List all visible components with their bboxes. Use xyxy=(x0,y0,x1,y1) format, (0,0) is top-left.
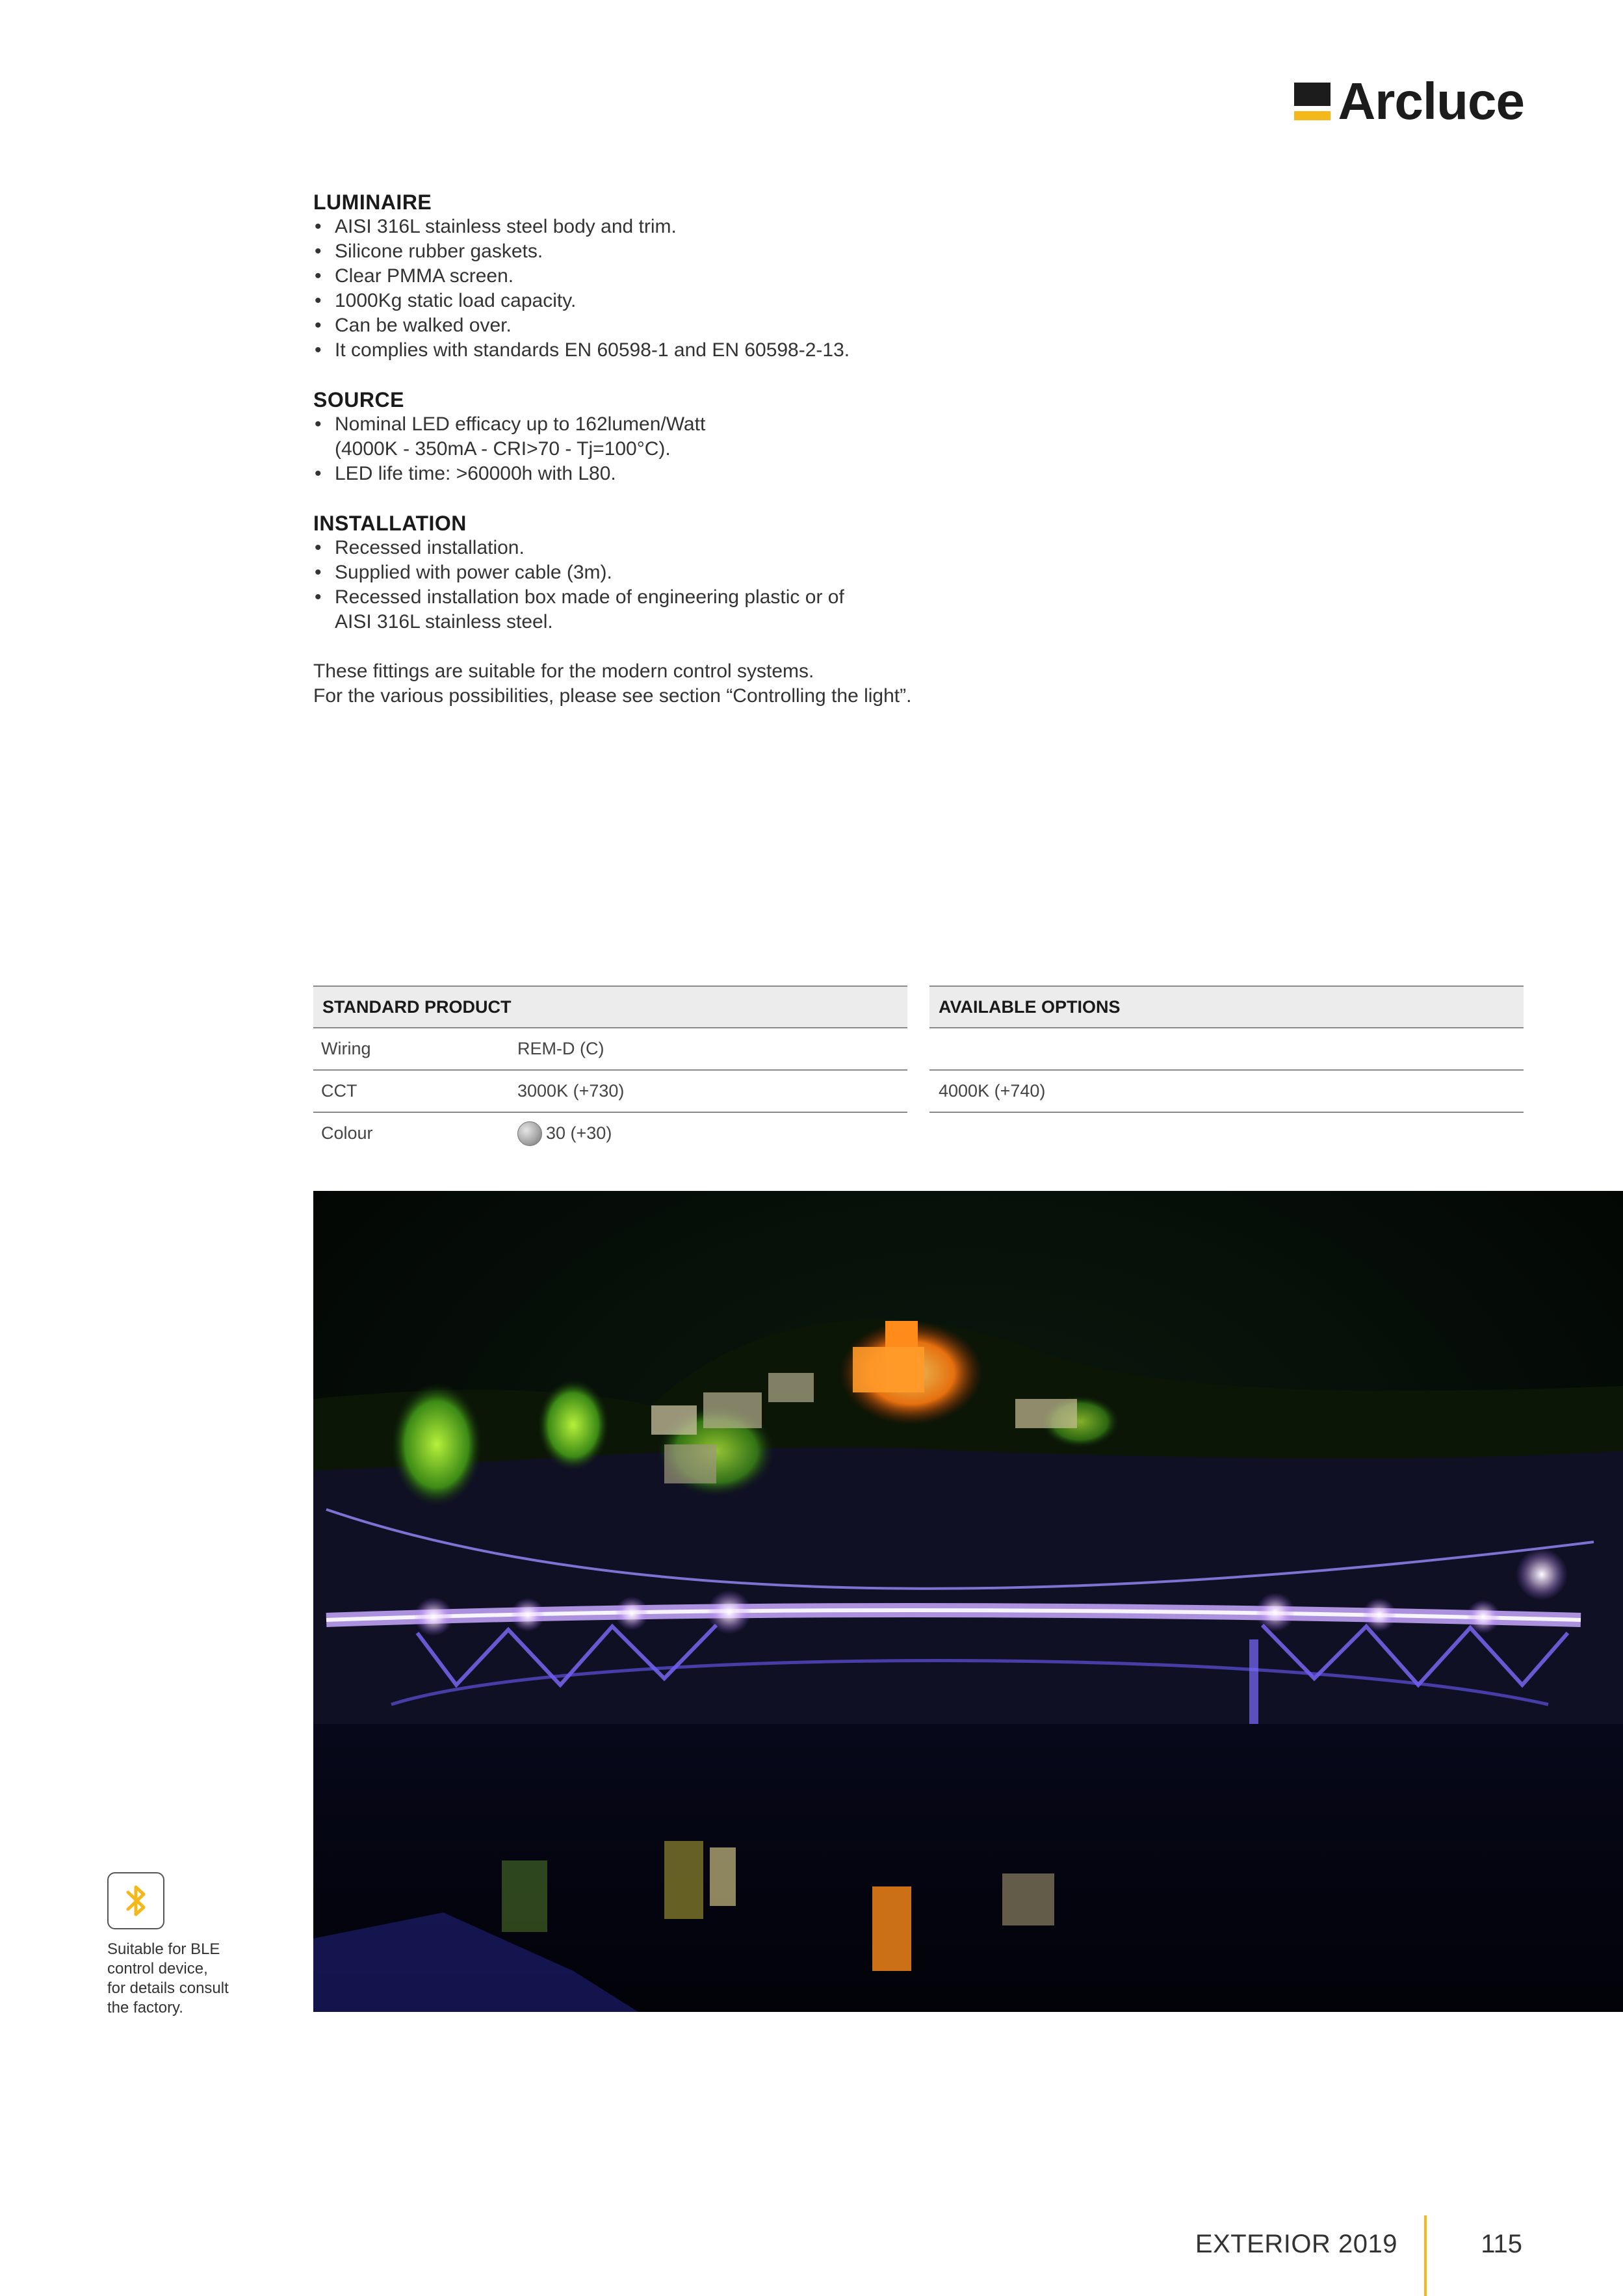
installation-box: Recessed installation box made of engineering plastic or of xyxy=(335,586,844,608)
brand-logo xyxy=(1294,72,1524,130)
row-value xyxy=(508,1121,612,1146)
control-note-line: These fittings are suitable for the modern control systems. xyxy=(313,660,814,682)
installation-box-material: AISI 316L stainless steel. xyxy=(335,611,553,633)
list-item xyxy=(313,412,1028,462)
control-note xyxy=(313,659,1028,709)
ble-note xyxy=(107,1872,263,2018)
colour-code: 30 (+30) xyxy=(546,1123,612,1143)
list-item xyxy=(313,585,1028,634)
list-item: • Silicone rubber gaskets. xyxy=(313,239,1028,264)
available-options-table xyxy=(929,985,1524,1113)
available-options-header: AVAILABLE OPTIONS xyxy=(929,985,1524,1028)
row-value: 4000K (+740) xyxy=(939,1081,1046,1101)
list-item: • Clear PMMA screen. xyxy=(313,264,1028,289)
list-item: • It complies with standards EN 60598-1 and EN 60598-2-13. xyxy=(313,338,1028,363)
row-label: CCT xyxy=(321,1081,357,1101)
ble-text-line: control device, xyxy=(107,1960,208,1977)
luminaire-title: LUMINAIRE xyxy=(313,190,432,214)
row-value: REM-D (C) xyxy=(517,1039,604,1058)
list-item: • Recessed installation. xyxy=(313,536,1028,560)
row-value: 3000K (+730) xyxy=(517,1081,625,1101)
ble-text-line: Suitable for BLE xyxy=(107,1940,220,1958)
table-row xyxy=(313,1071,907,1113)
installation-title: INSTALLATION xyxy=(313,512,467,535)
ble-text-line: for details consult xyxy=(107,1979,229,1997)
list-item: • Supplied with power cable (3m). xyxy=(313,560,1028,585)
page-number: 115 xyxy=(1481,2230,1522,2258)
source-efficacy: Nominal LED efficacy up to 162lumen/Watt xyxy=(335,413,706,435)
row-label: Colour xyxy=(321,1123,373,1143)
row-label: Wiring xyxy=(321,1039,371,1058)
table-row xyxy=(313,1113,907,1154)
colour-swatch-icon xyxy=(517,1121,542,1146)
standard-product-header: STANDARD PRODUCT xyxy=(313,985,907,1028)
brand-name: Arcluce xyxy=(1338,72,1524,130)
ble-text xyxy=(107,1940,263,2018)
table-row xyxy=(929,1071,1524,1113)
list-item: • AISI 316L stainless steel body and trim. xyxy=(313,215,1028,239)
source-section xyxy=(313,387,1028,486)
bridge-night-photo xyxy=(313,1191,1623,2012)
installation-list xyxy=(313,536,1028,634)
control-note-line: For the various possibilities, please see section “Controlling the light”. xyxy=(313,685,912,707)
footer-section-label: EXTERIOR 2019 xyxy=(1195,2230,1397,2258)
table-row xyxy=(929,1028,1524,1071)
spec-text xyxy=(313,190,1028,709)
luminaire-section xyxy=(313,190,1028,363)
source-title: SOURCE xyxy=(313,388,404,411)
bluetooth-icon xyxy=(107,1872,164,1929)
ble-text-line: the factory. xyxy=(107,1999,183,2016)
standard-product-table xyxy=(313,985,907,1154)
list-item: • LED life time: >60000h with L80. xyxy=(313,462,1028,486)
table-row xyxy=(313,1028,907,1071)
source-list xyxy=(313,412,1028,486)
brand-logo-mark xyxy=(1294,83,1331,120)
source-efficacy-detail: (4000K - 350mA - CRI>70 - Tj=100°C). xyxy=(335,438,671,460)
list-item: • Can be walked over. xyxy=(313,313,1028,338)
list-item: • 1000Kg static load capacity. xyxy=(313,289,1028,313)
installation-section xyxy=(313,511,1028,634)
luminaire-list xyxy=(313,215,1028,363)
footer-divider xyxy=(1424,2215,1427,2296)
